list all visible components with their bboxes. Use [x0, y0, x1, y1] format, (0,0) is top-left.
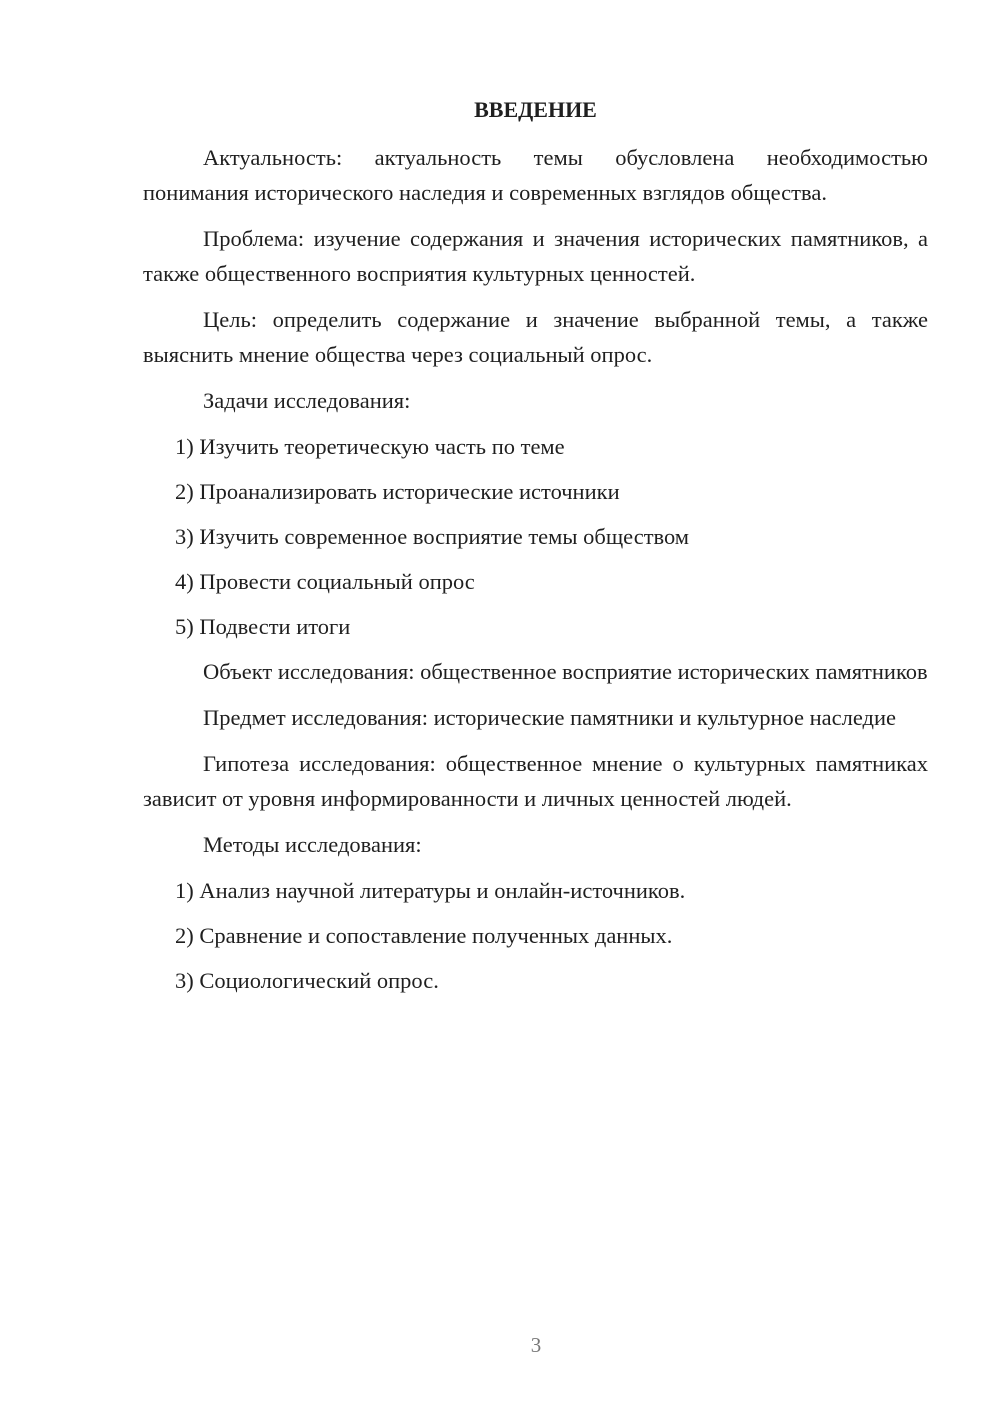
document-page: [143, 94, 928, 1008]
problem-paragraph: Проблема: изучение содержания и значения исторических памятников, а также общественного восприятия культурных ценностей.: [143, 226, 928, 286]
hypothesis-paragraph: Гипотеза исследования: общественное мнение о культурных памятниках зависит от уровня информированности и личных ценностей людей.: [143, 751, 928, 811]
methods-list: [143, 873, 928, 998]
list-item-task-3: 3) Изучить современное восприятие темы обществом: [175, 524, 690, 549]
tasks-heading: Задачи исследования:: [203, 388, 411, 413]
list-item-method-3: 3) Социологический опрос.: [175, 968, 439, 993]
subject-paragraph: Предмет исследования: исторические памятники и культурное наследие: [203, 705, 897, 730]
list-item-task-1: 1) Изучить теоретическую часть по теме: [175, 434, 565, 459]
page-number: 3: [530, 1333, 542, 1357]
relevance-paragraph: Актуальность: актуальность темы обусловлена необходимостью понимания исторического наследия и современных взглядов общества.: [143, 145, 928, 205]
goal-paragraph: Цель: определить содержание и значение выбранной темы, а также выяснить мнение общества через социальный опрос.: [143, 307, 928, 367]
methods-heading: Методы исследования:: [203, 832, 422, 857]
tasks-list: [143, 429, 928, 644]
list-item-task-2: 2) Проанализировать исторические источники: [175, 479, 620, 504]
list-item-method-1: 1) Анализ научной литературы и онлайн-источников.: [175, 878, 686, 903]
list-item-task-5: 5) Подвести итоги: [175, 614, 351, 639]
object-paragraph: Объект исследования: общественное восприятие исторических памятников: [203, 659, 928, 684]
list-item-method-2: 2) Сравнение и сопоставление полученных данных.: [175, 923, 673, 948]
page-title: ВВЕДЕНИЕ: [474, 97, 597, 122]
list-item-task-4: 4) Провести социальный опрос: [175, 569, 475, 594]
